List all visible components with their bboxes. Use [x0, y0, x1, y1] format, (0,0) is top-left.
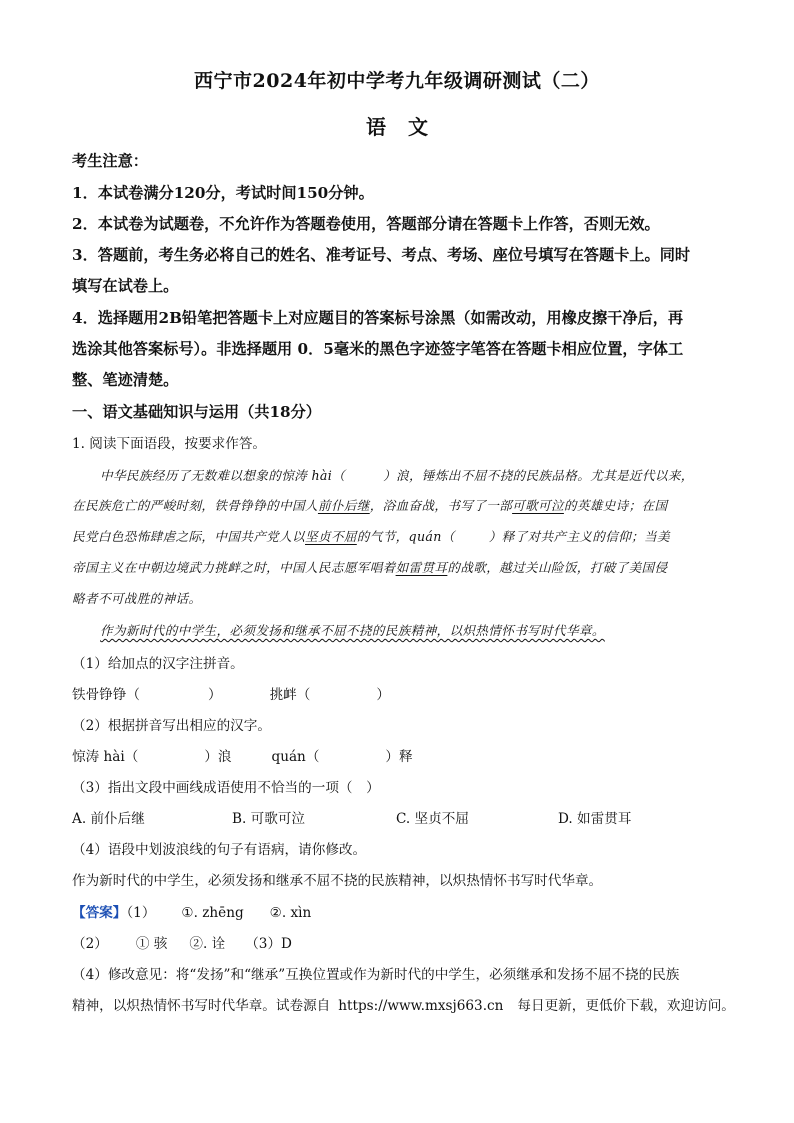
answer-line-4-cont: 精神，以炽热情怀书写时代华章。试卷源自 https://www.mxsj663.cn 每日更新，更低价下载，欢迎访问。 — [72, 998, 735, 1014]
wavy-sentence: 作为新时代的中学生，必须发扬和继承不屈不挠的民族精神，以炽热情怀书写时代华章。 — [100, 623, 605, 638]
notice-item-4-cont: 选涂其他答案标号）。非选择题用 0．5毫米的黑色字迹签字笔答在答题卡相应位置，字体工 — [72, 340, 684, 358]
question-1-prompt: 1. 阅读下面语段，按要求作答。 — [72, 436, 267, 452]
underlined-idiom-c: 坚贞不屈 — [305, 529, 357, 544]
passage-line-1: 中华民族经历了无数难以想象的惊涛 hài（ ）浪，锤炼出不屈不挠的民族品格。尤其是近代以来， — [100, 468, 694, 483]
notice-item-4: 4．选择题用2B铅笔把答题卡上对应题目的答案标号涂黑（如需改动，用橡皮擦干净后，再 — [72, 309, 684, 327]
subquestion-2-items: 惊涛 hài（ ）浪 quán（ ）释 — [72, 749, 413, 765]
passage-line-2: 在民族危亡的严峻时刻，铁骨铮铮的中国人前仆后继，浴血奋战，书写了一部可歌可泣的英雄史诗；在国 — [72, 498, 668, 513]
notice-item-2: 2．本试卷为试题卷，不允许作为答题卷使用，答题部分请在答题卡上作答，否则无效。 — [72, 215, 660, 233]
option-a: A. 前仆后继 — [72, 811, 145, 827]
notice-item-3-cont: 填写在试卷上。 — [72, 277, 179, 295]
passage-line-5: 略者不可战胜的神话。 — [72, 591, 202, 606]
notice-item-4-end: 整、笔迹清楚。 — [72, 371, 179, 389]
answer-line-1: 【答案】（1） ①. zhēng ②. xìn — [72, 905, 312, 921]
answer-line-2: （2） ① 骇 ②. 诠 （3）D — [72, 936, 292, 952]
notice-heading: 考生注意： — [72, 152, 148, 170]
section-heading: 一、语文基础知识与运用（共18分） — [72, 403, 321, 421]
subquestion-1-items: 铁骨铮铮（ ） 挑衅（ ） — [72, 687, 390, 703]
source-url[interactable]: https://www.mxsj663.cn — [338, 998, 504, 1014]
exam-title: 西宁市2024年初中学考九年级调研测试（二） — [194, 70, 600, 92]
subject-title: 语文 — [366, 115, 450, 139]
underlined-idiom-b: 可歌可泣 — [512, 498, 564, 513]
underlined-idiom-a: 前仆后继 — [317, 498, 370, 513]
answer-tag: 【答案】 — [72, 905, 127, 921]
option-d: D. 如雷贯耳 — [558, 811, 632, 827]
passage-line-3: 民党白色恐怖肆虐之际，中国共产党人以坚贞不屈的气节，quán（ ）释了对共产主义的信仰；当美 — [72, 529, 670, 544]
option-c: C. 坚贞不屈 — [396, 811, 469, 827]
notice-item-1: 1．本试卷满分120分，考试时间150分钟。 — [72, 184, 374, 202]
notice-item-3: 3．答题前，考生务必将自己的姓名、准考证号、考点、考场、座位号填写在答题卡上。同时 — [72, 246, 691, 264]
passage-line-4: 帝国主义在中朝边境武力挑衅之时，中国人民志愿军唱着如雷贯耳的战歌，越过关山险饭，打破了美国侵 — [72, 560, 668, 575]
subquestion-4-sentence: 作为新时代的中学生，必须发扬和继承不屈不挠的民族精神，以炽热情怀书写时代华章。 — [72, 873, 603, 889]
subquestion-2-prompt: （2）根据拼音写出相应的汉字。 — [72, 718, 271, 734]
subquestion-1-prompt: （1）给加点的汉字注拼音。 — [72, 656, 244, 672]
option-b: B. 可歌可泣 — [232, 811, 306, 827]
subquestion-3-prompt: （3）指出文段中画线成语使用不恰当的一项（ ） — [72, 780, 380, 796]
answer-line-4: （4）修改意见：将“发扬”和“继承”互换位置或作为新时代的中学生，必须继承和发扬不屈不挠的民族 — [72, 967, 680, 983]
underlined-idiom-d: 如雷贯耳 — [395, 560, 448, 575]
subquestion-4-prompt: （4）语段中划波浪线的句子有语病，请你修改。 — [72, 842, 367, 858]
